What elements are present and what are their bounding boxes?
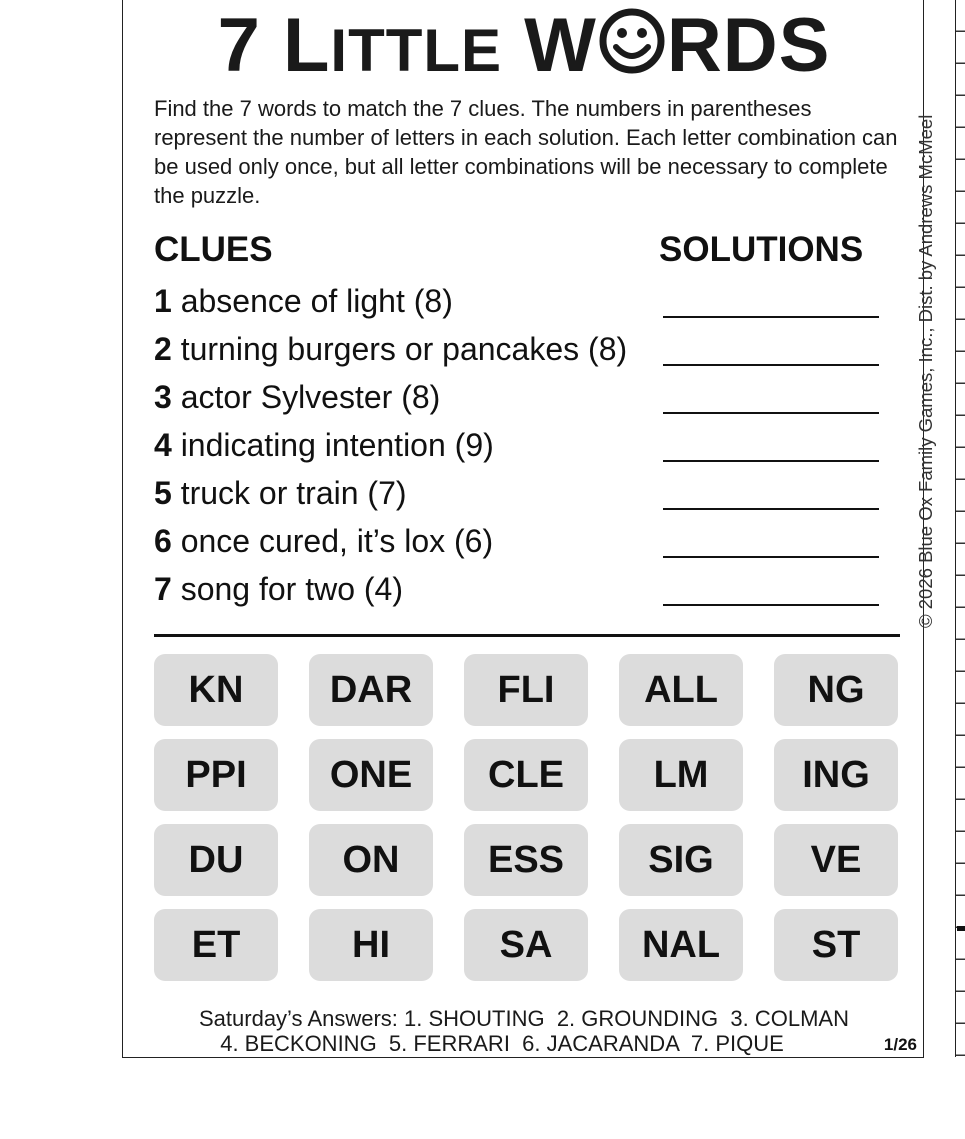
letter-tile[interactable]: ALL: [619, 654, 743, 726]
clue-text: truck or train (7): [171, 475, 407, 511]
clue-text: turning burgers or pancakes (8): [171, 331, 628, 367]
solution-blank-3[interactable]: [663, 412, 879, 414]
letter-tile[interactable]: ET: [154, 909, 278, 981]
clue-5: [154, 473, 407, 513]
letter-tile[interactable]: SIG: [619, 824, 743, 896]
answers-line-1: Saturday’s Answers: 1. SHOUTING 2. GROUNDING 3. COLMAN: [199, 1006, 849, 1031]
clue-number: 4: [154, 427, 172, 463]
clue-text: indicating intention (9): [171, 427, 494, 463]
solution-blank-5[interactable]: [663, 508, 879, 510]
title-part-2: ITTLE: [330, 17, 503, 84]
clue-text: actor Sylvester (8): [171, 379, 441, 415]
letter-tile[interactable]: KN: [154, 654, 278, 726]
solution-blank-6[interactable]: [663, 556, 879, 558]
grid-mark: [957, 926, 965, 931]
letter-tile[interactable]: ONE: [309, 739, 433, 811]
letter-tile[interactable]: VE: [774, 824, 898, 896]
previous-answers: [123, 1006, 925, 1056]
clue-1: [154, 281, 453, 321]
title-part-3: W: [502, 3, 597, 88]
letter-tile[interactable]: NG: [774, 654, 898, 726]
puzzle-panel: [122, 0, 936, 1058]
clue-number: 3: [154, 379, 172, 415]
solution-blank-7[interactable]: [663, 604, 879, 606]
letter-tile[interactable]: PPI: [154, 739, 278, 811]
puzzle-title: [123, 4, 925, 93]
clue-number: 6: [154, 523, 172, 559]
letter-tile[interactable]: ST: [774, 909, 898, 981]
letter-tile[interactable]: ING: [774, 739, 898, 811]
letter-tile[interactable]: NAL: [619, 909, 743, 981]
letter-tile[interactable]: DU: [154, 824, 278, 896]
copyright-notice: © 2026 Blue Ox Family Games, Inc., Dist. by Andrews McMeel: [915, 114, 936, 628]
solution-blank-1[interactable]: [663, 316, 879, 318]
clue-3: [154, 377, 440, 417]
letter-tile[interactable]: FLI: [464, 654, 588, 726]
letter-tile[interactable]: LM: [619, 739, 743, 811]
clue-number: 2: [154, 331, 172, 367]
letter-tile[interactable]: SA: [464, 909, 588, 981]
clue-7: [154, 569, 403, 609]
clue-text: once cured, it’s lox (6): [171, 523, 494, 559]
letter-tile[interactable]: ESS: [464, 824, 588, 896]
clue-number: 5: [154, 475, 172, 511]
letter-tile[interactable]: ON: [309, 824, 433, 896]
solution-blank-2[interactable]: [663, 364, 879, 366]
letter-tile[interactable]: CLE: [464, 739, 588, 811]
puzzle-date: 1/26: [883, 1035, 917, 1054]
clue-6: [154, 521, 493, 561]
smiley-face-icon: [598, 7, 666, 75]
solutions-header: SOLUTIONS: [659, 230, 864, 269]
title-part-4: RDS: [666, 3, 831, 88]
solution-blank-4[interactable]: [663, 460, 879, 462]
title-part-1: 7 L: [217, 3, 331, 88]
answers-line-2: 4. BECKONING 5. FERRARI 6. JACARANDA 7. PIQUE: [220, 1031, 784, 1056]
adjacent-grid-edge: [955, 0, 965, 1057]
clue-number: 7: [154, 571, 172, 607]
clues-header: CLUES: [154, 230, 273, 269]
divider: [154, 634, 900, 637]
clue-4: [154, 425, 494, 465]
letter-tile[interactable]: HI: [309, 909, 433, 981]
clue-text: song for two (4): [171, 571, 403, 607]
clue-2: [154, 329, 627, 369]
letter-tiles-grid: [154, 654, 900, 986]
clue-text: absence of light (8): [171, 283, 453, 319]
clue-number: 1: [154, 283, 172, 319]
letter-tile[interactable]: DAR: [309, 654, 433, 726]
instructions-text: Find the 7 words to match the 7 clues. The numbers in parentheses represent the number of letters in each solution. Each letter combination can be used only once, but all letter combinations will be necessary to complete the puzzle.: [154, 96, 898, 208]
